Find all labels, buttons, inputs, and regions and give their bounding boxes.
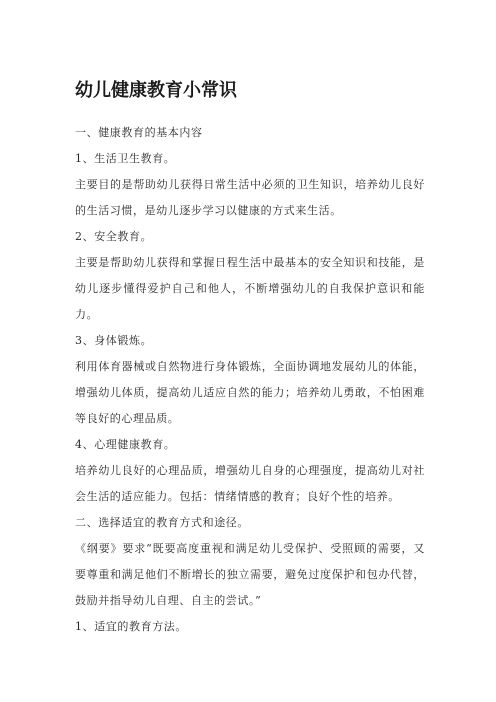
paragraph-line: 力。: [75, 308, 99, 321]
paragraph-line: 主要目的是帮助幼儿获得日常生活中必须的卫生知识，培养幼儿良好: [75, 178, 425, 191]
subheading-5: 1、适宜的教育方法。: [75, 620, 187, 633]
paragraph-line: 增强幼儿体质，提高幼儿适应自然的能力；培养幼儿勇敢，不怕困难: [75, 386, 425, 399]
paragraph-line: 利用体育器械或自然物进行身体锻炼，全面协调地发展幼儿的体能，: [75, 360, 425, 373]
paragraph-line: 要尊重和满足他们不断增长的独立需要，避免过度保护和包办代替，: [75, 568, 425, 581]
subheading-1: 1、生活卫生教育。: [75, 152, 176, 165]
subheading-3: 3、身体锻炼。: [75, 334, 153, 347]
subheading-2: 2、安全教育。: [75, 230, 153, 243]
section-heading-1: 一、健康教育的基本内容: [75, 126, 203, 139]
document-title: 幼儿健康教育小常识: [75, 80, 237, 101]
paragraph-line: 等良好的心理品质。: [75, 412, 180, 425]
paragraph-line: 培养幼儿良好的心理品质，增强幼儿自身的心理强度，提高幼儿对社: [75, 464, 425, 477]
subheading-4: 4、心理健康教育。: [75, 438, 176, 451]
paragraph-line: 幼儿逐步懂得爱护自己和他人，不断增强幼儿的自我保护意识和能: [75, 282, 425, 295]
section-heading-2: 二、选择适宜的教育方式和途径。: [75, 516, 249, 529]
paragraph-line: 鼓励并指导幼儿自理、自主的尝试。”: [75, 594, 262, 607]
paragraph-line: 主要是帮助幼儿获得和掌握日程生活中最基本的安全知识和技能，是: [75, 256, 425, 269]
paragraph-line: 《纲要》要求“既要高度重视和满足幼儿受保护、受照顾的需要，又: [75, 542, 425, 555]
paragraph-line: 会生活的适应能力。包括：情绪情感的教育；良好个性的培养。: [75, 490, 400, 503]
paragraph-line: 的生活习惯，是幼儿逐步学习以健康的方式来生活。: [75, 204, 342, 217]
